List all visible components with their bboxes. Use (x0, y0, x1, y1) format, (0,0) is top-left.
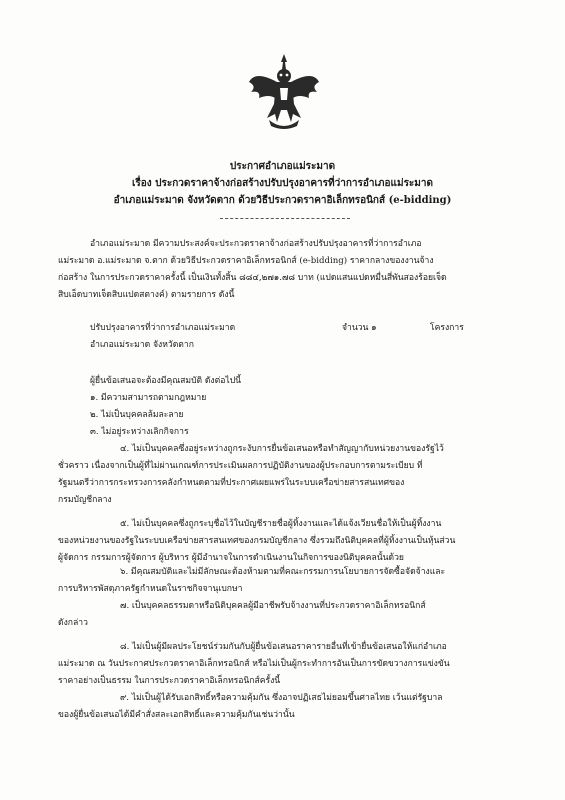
intro-line: ก่อสร้าง ในการประกวดราคาครั้งนี้ เป็นเงินทั้งสิ้น ๘๘๔,๒๗๑.๗๘ บาท (แปดแสนแปดหมื่นสี่พันสองร้อยเจ็ด (58, 273, 447, 283)
qualification-item: ๖. มีคุณสมบัติและไม่มีลักษณะต้องห้ามตามที่คณะกรรมการนโยบายการจัดซื้อจัดจ้างและ (120, 567, 446, 577)
intro-line: อำเภอแม่ระมาด มีความประสงค์จะประกวดราคาจ้างก่อสร้างปรับปรุงอาคารที่ว่าการอำเภอ (90, 239, 422, 249)
item-name: ปรับปรุงอาคารที่ว่าการอำเภอแม่ระมาด (90, 323, 236, 333)
qualification-item-cont: ราคาอย่างเป็นธรรม ในการประกวดราคาอิเล็กทรอนิกส์ครั้งนี้ (58, 676, 281, 686)
qualification-item-cont: ของหน่วยงานของรัฐในระบบเครือข่ายสารสนเทศของกรมบัญชีกลาง ซึ่งรวมถึงนิติบุคคลที่ผู้ทิ้งงานเป็นหุ้นส่วน (58, 536, 456, 546)
qualification-item: ๓. ไม่อยู่ระหว่างเลิกกิจการ (90, 427, 189, 437)
qualification-item-cont: แม่ระมาด ณ วันประกาศประกวดราคาอิเล็กทรอนิกส์ หรือไม่เป็นผู้กระทำการอันเป็นการขัดขวางการแข่งขัน (58, 659, 450, 669)
qualification-item-cont: ชั่วคราว เนื่องจากเป็นผู้ที่ไม่ผ่านเกณฑ์การประเมินผลการปฏิบัติงานของผู้ประกอบการตามระเบียบ ที่ (58, 461, 423, 471)
item-unit: โครงการ (430, 323, 464, 333)
qualification-item-cont: ผู้จัดการ กรรมการผู้จัดการ ผู้บริหาร ผู้มีอำนาจในการดำเนินงานในกิจการของนิติบุคคลนั้นด้วย (58, 553, 404, 563)
qualification-item: ๙. ไม่เป็นผู้ได้รับเอกสิทธิ์หรือความคุ้มกัน ซึ่งอาจปฏิเสธไม่ยอมขึ้นศาลไทย เว้นแต่รัฐบาล (120, 693, 443, 703)
intro-line: สิบเอ็ดบาทเจ็ดสิบแปดสตางค์) ตามรายการ ดังนี้ (58, 290, 235, 300)
qualification-item: ๗. เป็นบุคคลธรรมดาหรือนิติบุคคลผู้มีอาชีพรับจ้างงานที่ประกวดราคาอิเล็กทรอนิกส์ (120, 601, 426, 611)
qualification-item-cont: ของผู้ยื่นข้อเสนอได้มีคำสั่งสละเอกสิทธิ์และความคุ้มกันเช่นว่านั้น (58, 710, 295, 720)
qualification-item-cont: รัฐมนตรีว่าการกระทรวงการคลังกำหนดตามที่ประกาศเผยแพร่ในระบบเครือข่ายสารสนเทศของ (58, 478, 405, 488)
item-location: อำเภอแม่ระมาด จังหวัดตาก (90, 340, 194, 350)
intro-line: แม่ระมาด อ.แม่ระมาด จ.ตาก ด้วยวิธีประกวดราคาอิเล็กทรอนิกส์ (e-bidding) ราคากลางของงานจ้าง (58, 256, 434, 266)
qualification-item: ๕. ไม่เป็นบุคคลซึ่งถูกระบุชื่อไว้ในบัญชีรายชื่อผู้ทิ้งงานและได้แจ้งเวียนชื่อให้เป็นผู้ทิ้งงาน (120, 519, 442, 529)
announcement-subject-cont: อำเภอแม่ระมาด จังหวัดตาก ด้วยวิธีประกวดราคาอิเล็กทรอนิกส์ (e-bidding) (113, 195, 452, 206)
qualification-item: ๒. ไม่เป็นบุคคลล้มละลาย (90, 410, 184, 420)
announcement-title: ประกาศอำเภอแม่ระมาด (229, 161, 336, 172)
garuda-emblem (247, 52, 321, 132)
qualification-item-cont: ดังกล่าว (58, 618, 88, 628)
header-divider (220, 218, 350, 219)
qualifications-intro: ผู้ยื่นข้อเสนอจะต้องมีคุณสมบัติ ดังต่อไปนี้ (90, 376, 242, 386)
announcement-subject: เรื่อง ประกวดราคาจ้างก่อสร้างปรับปรุงอาคารที่ว่าการอำเภอแม่ระมาด (131, 178, 434, 189)
qualification-item-cont: การบริหารพัสดุภาครัฐกำหนดในราชกิจจานุเบกษา (58, 584, 243, 594)
item-quantity: จำนวน ๑ (342, 323, 377, 333)
qualification-item-cont: กรมบัญชีกลาง (58, 495, 112, 505)
qualification-item: ๘. ไม่เป็นผู้มีผลประโยชน์ร่วมกันกับผู้ยื่นข้อเสนอราคารายอื่นที่เข้ายื่นข้อเสนอให้แก่อำเภอ (120, 642, 447, 652)
qualification-item: ๔. ไม่เป็นบุคคลซึ่งอยู่ระหว่างถูกระงับการยื่นข้อเสนอหรือทำสัญญากับหน่วยงานของรัฐไว้ (120, 444, 444, 454)
qualification-item: ๑. มีความสามารถตามกฎหมาย (90, 393, 207, 403)
